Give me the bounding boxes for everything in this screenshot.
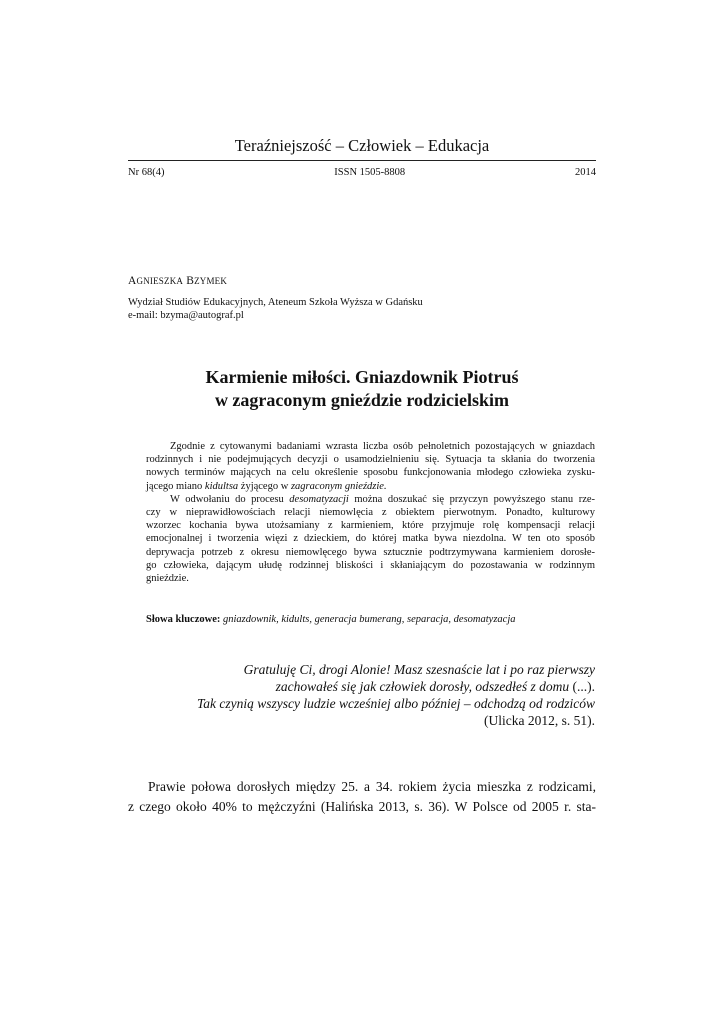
abstract-line: W odwołaniu do procesu desomatyzacji można doszukać się przyczyn powyższego stanu rze- <box>170 493 596 505</box>
keywords-list: gniazdownik, kidults, generacja bumerang, separacja, desomatyzacja <box>220 614 516 625</box>
issn: ISSN 1505-8808 <box>334 167 406 178</box>
abstract-line: Zgodnie z cytowanymi badaniami wzrasta liczba osób pełnoletnich pozostających w gniazdach <box>170 441 595 452</box>
journal-title: Teraźniejszość – Człowiek – Edukacja <box>234 136 490 155</box>
article-title <box>128 366 596 412</box>
epigraph-line: zachowałeś się jak człowiek dorosły, odszedłeś z domu (...). <box>275 679 595 694</box>
abstract-line: emocjonalnej i tworzenia więzi z dzieckiem, do której matka bywa niezdolna. W ten oto sposób <box>146 533 595 545</box>
epigraph <box>128 661 595 729</box>
abstract-line: gnieździe. <box>146 573 189 585</box>
author-affiliation-block <box>128 296 423 322</box>
header-rule <box>128 160 596 161</box>
journal-meta-row <box>128 167 596 178</box>
author-affiliation: Wydział Studiów Edukacyjnych, Ateneum Szkoła Wyższa w Gdańsku <box>128 297 423 308</box>
author-name: AGNIESZKA BZYMEK <box>128 275 228 287</box>
abstract-line: czy w nieprawidłowościach relacji niemowlęcia z obiektem pierwotnym. Ponadto, kulturowy <box>146 507 595 519</box>
body-line: Prawie połowa dorosłych między 25. a 34. rokiem życia mieszka z rodzicami, <box>148 779 596 794</box>
abstract-line: go człowieka, dającym ułudę rodzinnej bliskości i skłaniającym do pozostawania w rodzinnym <box>146 559 595 571</box>
abstract <box>146 440 595 585</box>
abstract-line: nowych terminów mających na celu określenie sposobu funkcjonowania młodego człowieka zysku- <box>146 467 595 479</box>
article-title-line-1: Karmienie miłości. Gniazdownik Piotruś <box>205 367 519 387</box>
epigraph-line: Tak czynią wszyscy ludzie wcześniej albo później – odchodzą od rodziców <box>197 696 595 711</box>
abstract-line: jącego miano kidultsa żyjącego w zagraconym gnieździe. <box>146 480 387 492</box>
article-title-line-2: w zagraconym gnieździe rodzicielskim <box>214 390 510 410</box>
author-email: e-mail: bzyma@autograf.pl <box>128 310 244 321</box>
body-text <box>128 777 596 817</box>
epigraph-source: (Ulicka 2012, s. 51). <box>484 713 595 728</box>
epigraph-line: Gratuluję Ci, drogi Alonie! Masz szesnaście lat i po raz pierwszy <box>243 662 595 677</box>
issue-number: Nr 68(4) <box>128 167 165 178</box>
abstract-line: rodzinnych i nie podejmujących decyzji o usamodzielnieniu się. Sytuacja ta skłania do tworzenia <box>146 454 595 466</box>
keywords <box>146 614 595 625</box>
body-line: z czego około 40% to mężczyźni (Halińska 2013, s. 36). W Polsce od 2005 r. sta- <box>128 799 596 814</box>
abstract-line: deprywacja potrzeb z okresu niemowlęcego bywa sztucznie podtrzymywana karmieniem dorosłe- <box>146 546 595 558</box>
keywords-label: Słowa kluczowe: <box>146 614 221 625</box>
publication-year: 2014 <box>575 167 596 178</box>
abstract-line: wzorzec kochania bywa utożsamiany z karmieniem, które przyjmuje rolę kompensacji relacji <box>146 520 595 532</box>
